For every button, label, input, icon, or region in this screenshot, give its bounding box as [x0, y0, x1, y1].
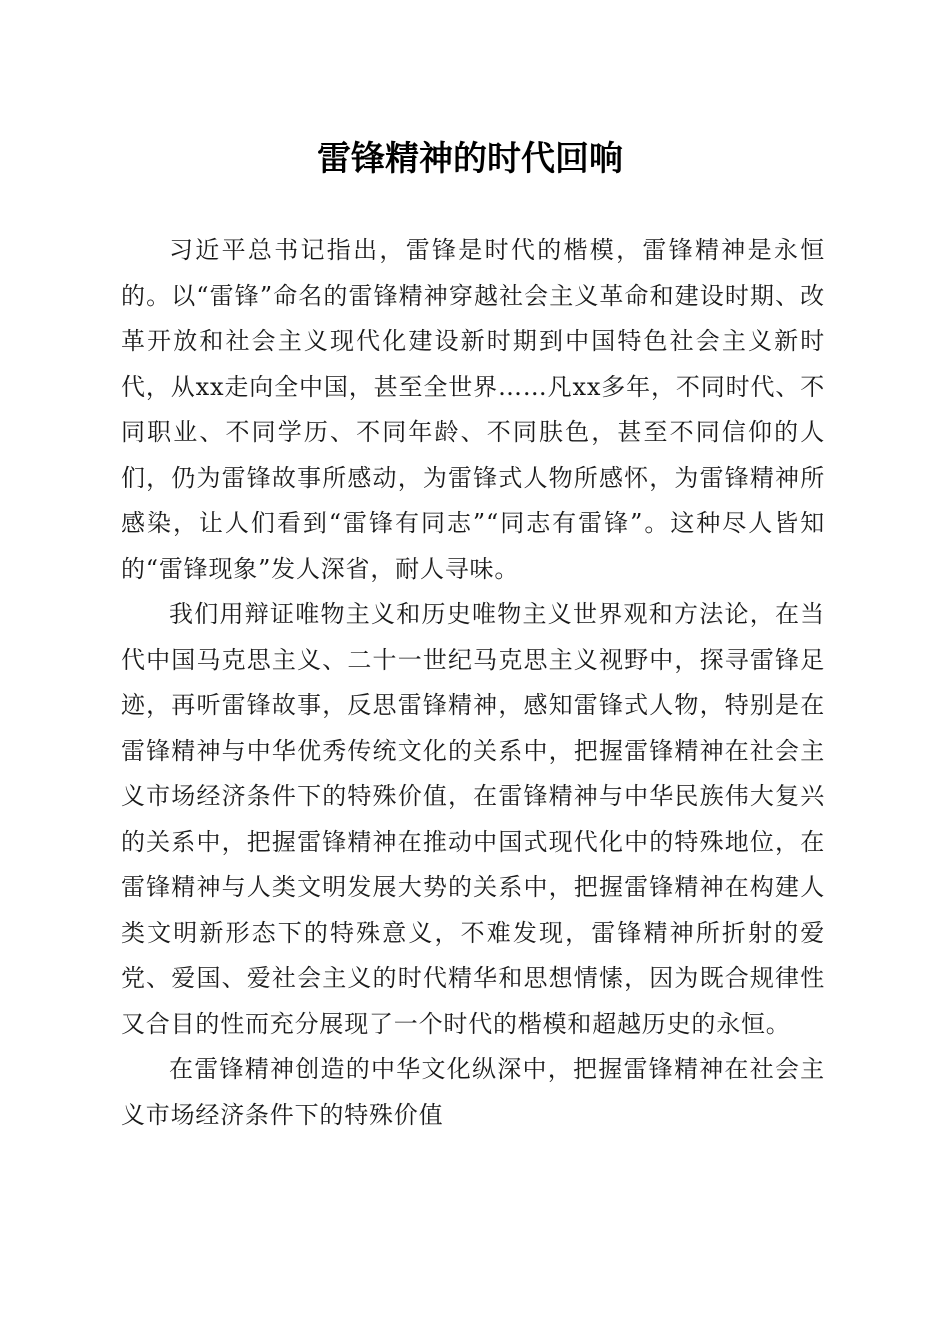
document-title: 雷锋精神的时代回响: [317, 139, 623, 179]
paragraph-1: 习近平总书记指出，雷锋是时代的楷模，雷锋精神是永恒的。以“雷锋”命名的雷锋精神穿越社会主义革命和建设时期、改革开放和社会主义现代化建设新时期到中国特色社会主义新时代，从xx走向全中国，甚至全世界……凡xx多年，不同时代、不同职业、不同学历、不同年龄、不同肤色，甚至不同信仰的人们，仍为雷锋故事所感动，为雷锋式人物所感怀，为雷锋精神所感染，让人们看到“雷锋有同志”“同志有雷锋”。这种尽人皆知的“雷锋现象”发人深省，耐人寻味。: [121, 236, 825, 583]
paragraph-2: 我们用辩证唯物主义和历史唯物主义世界观和方法论，在当代中国马克思主义、二十一世纪马克思主义视野中，探寻雷锋足迹，再听雷锋故事，反思雷锋精神，感知雷锋式人物，特别是在雷锋精神与中华优秀传统文化的关系中，把握雷锋精神在社会主义市场经济条件下的特殊价值，在雷锋精神与中华民族伟大复兴的关系中，把握雷锋精神在推动中国式现代化中的特殊地位，在雷锋精神与人类文明发展大势的关系中，把握雷锋精神在构建人类文明新形态下的特殊意义，不难发现，雷锋精神所折射的爱党、爱国、爱社会主义的时代精华和思想情愫，因为既合规律性又合目的性而充分展现了一个时代的楷模和超越历史的永恒。: [121, 600, 825, 1038]
document-body: [121, 228, 825, 1138]
paragraph-3: 在雷锋精神创造的中华文化纵深中，把握雷锋精神在社会主义市场经济条件下的特殊价值: [121, 1055, 825, 1129]
